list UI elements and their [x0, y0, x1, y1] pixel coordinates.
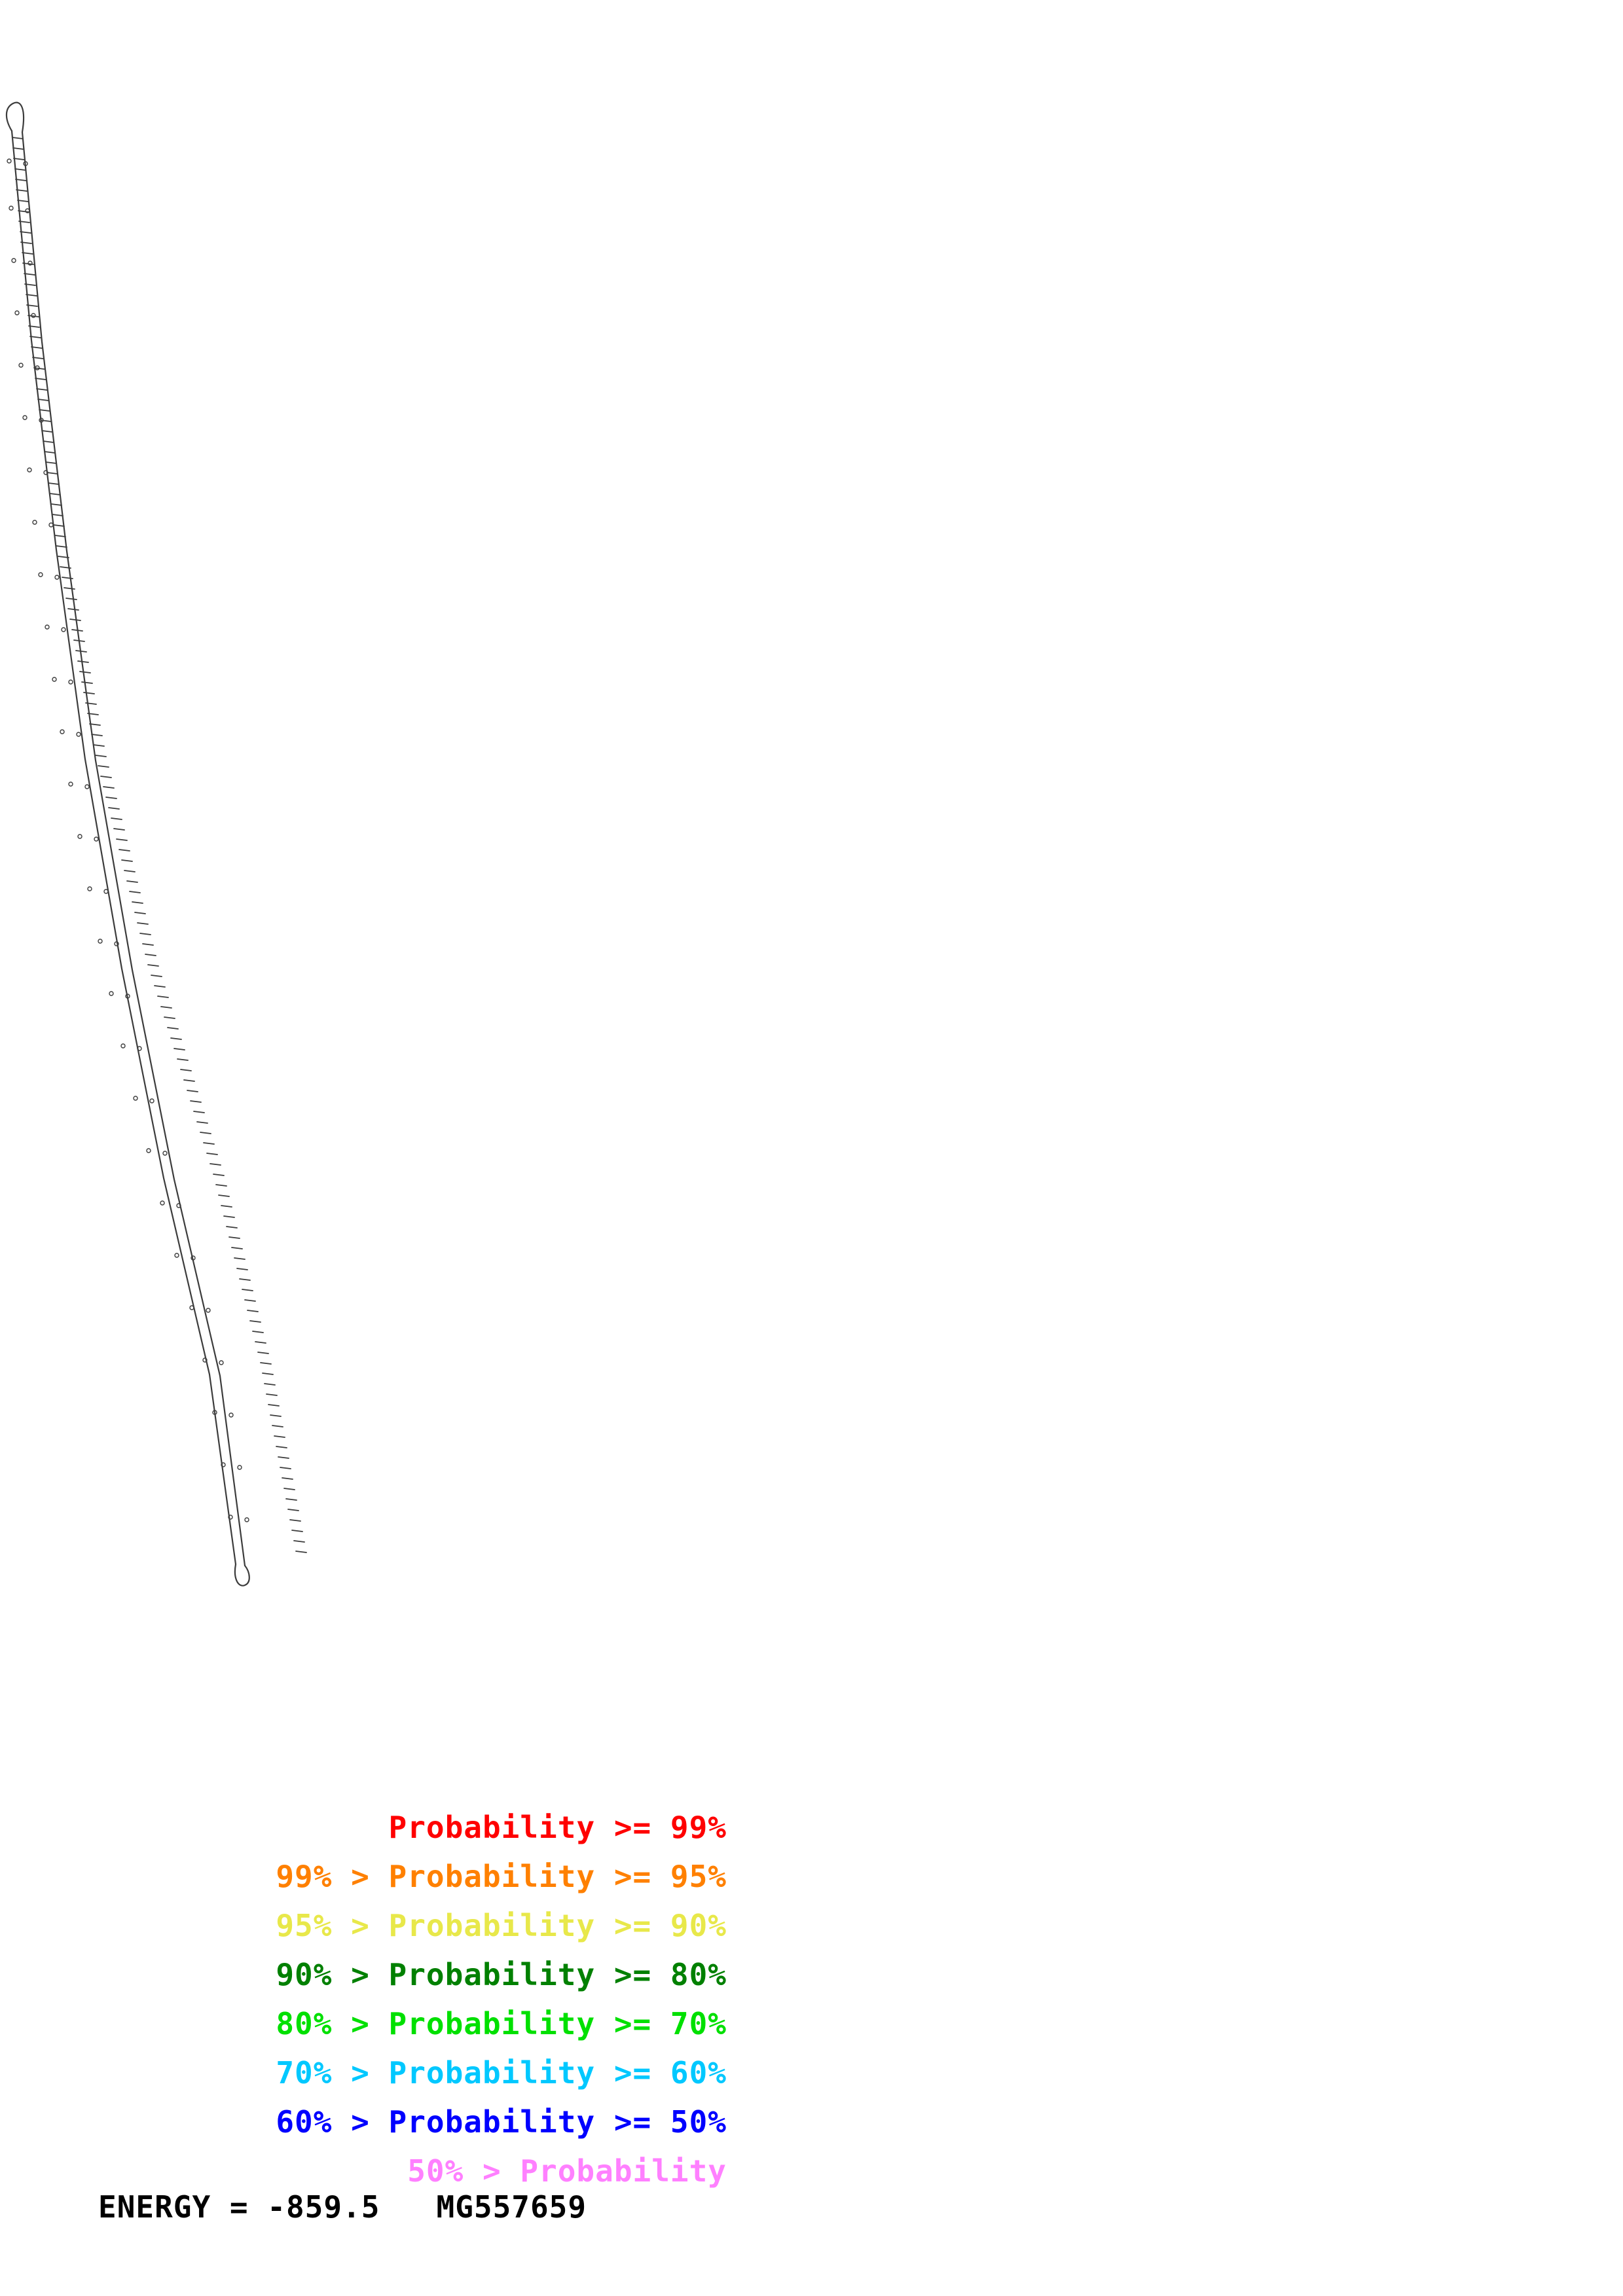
legend-row: 99% > Probability >= 95% — [276, 1859, 727, 1894]
legend-row: 70% > Probability >= 60% — [276, 2055, 727, 2090]
energy-and-sequence-id: ENERGY = -859.5 MG557659 — [98, 2189, 587, 2225]
legend-row: 80% > Probability >= 70% — [276, 2006, 727, 2041]
legend-row: 95% > Probability >= 90% — [276, 1908, 727, 1943]
structure-svg — [0, 0, 655, 1702]
probability-legend — [98, 1803, 851, 2196]
structure-drawing — [0, 0, 655, 1702]
legend-row: 60% > Probability >= 50% — [276, 2104, 727, 2140]
legend-row: 90% > Probability >= 80% — [276, 1957, 727, 1992]
legend-row: 50% > Probability — [407, 2153, 727, 2189]
legend-row: Probability >= 99% — [388, 1810, 727, 1845]
